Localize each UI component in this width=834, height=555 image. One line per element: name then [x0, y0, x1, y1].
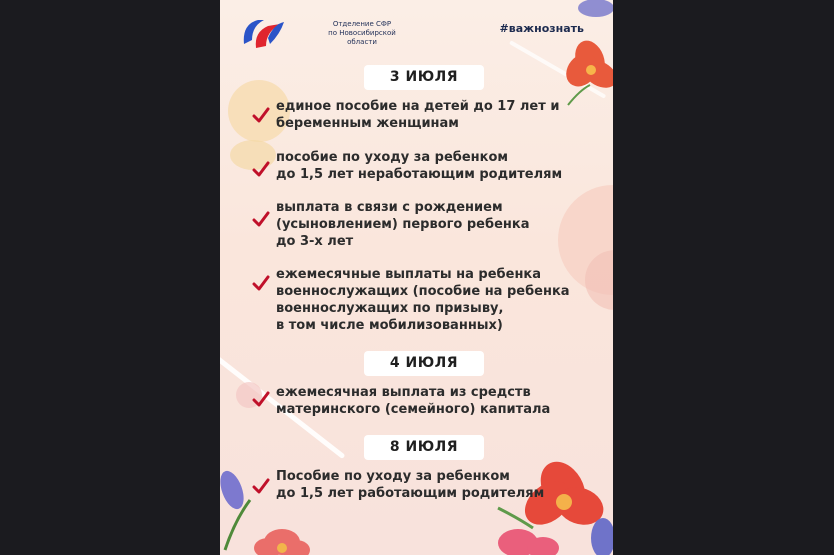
checkmark-icon — [252, 210, 270, 228]
checkmark-icon — [252, 274, 270, 292]
list-item — [276, 199, 596, 250]
org-line-3: области — [347, 38, 377, 46]
item-line: до 1,5 лет неработающим родителям — [276, 167, 563, 182]
list-item — [276, 98, 596, 132]
checkmark-icon — [252, 106, 270, 124]
list-item — [276, 468, 596, 502]
checkmark-icon — [252, 477, 270, 495]
card-header — [240, 14, 593, 54]
sfr-logo-icon — [240, 14, 286, 52]
item-line: пособие по уходу за ребенком — [276, 150, 509, 165]
list-item — [276, 149, 596, 183]
hashtag: #важнознать — [499, 22, 584, 35]
item-line: единое пособие на детей до 17 лет и — [276, 99, 560, 114]
item-line: ежемесячная выплата из средств — [276, 385, 531, 400]
item-line: военнослужащих по призыву, — [276, 301, 504, 316]
item-line: ежемесячные выплаты на ребенка — [276, 267, 542, 282]
org-name — [302, 20, 422, 47]
date-label-8-july: 8 ИЮЛЯ — [364, 435, 484, 460]
item-line: беременным женщинам — [276, 116, 459, 131]
item-line: военнослужащих (пособие на ребенка — [276, 284, 570, 299]
item-line: (усыновлением) первого ребенка — [276, 217, 530, 232]
checkmark-icon — [252, 160, 270, 178]
org-line-1: Отделение СФР — [332, 20, 392, 28]
item-line: Пособие по уходу за ребенком — [276, 469, 510, 484]
item-line: выплата в связи с рождением — [276, 200, 503, 215]
org-line-2: по Новосибирской — [328, 29, 396, 37]
item-line: до 3-х лет — [276, 234, 354, 249]
list-item — [276, 384, 596, 418]
list-item — [276, 266, 596, 334]
item-line: в том числе мобилизованных) — [276, 318, 503, 333]
item-line: до 1,5 лет работающим родителям — [276, 486, 545, 501]
date-label-4-july: 4 ИЮЛЯ — [364, 351, 484, 376]
checkmark-icon — [252, 390, 270, 408]
item-line: материнского (семейного) капитала — [276, 402, 551, 417]
date-label-3-july: 3 ИЮЛЯ — [364, 65, 484, 90]
info-card — [220, 0, 613, 555]
